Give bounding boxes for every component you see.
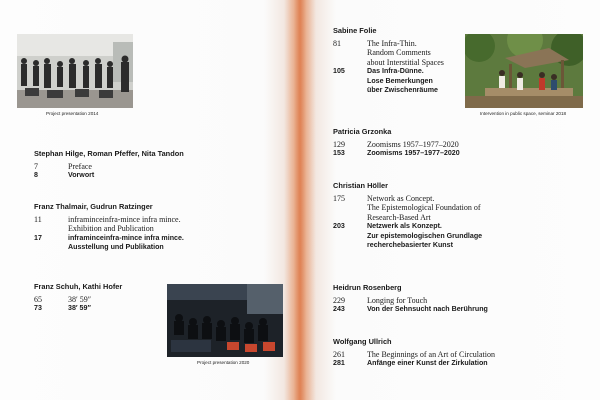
photo-project-presentation-2020 bbox=[167, 284, 283, 357]
toc-title: Preface bbox=[68, 162, 92, 171]
toc-title: 38′ 59″ bbox=[68, 295, 92, 304]
toc-entry bbox=[34, 202, 274, 253]
toc-author: Patricia Grzonka bbox=[333, 127, 392, 136]
toc-entry bbox=[333, 181, 583, 250]
toc-title: The Beginnings of an Art of Circulation bbox=[367, 350, 495, 359]
toc-title: Network as Concept. bbox=[367, 194, 435, 203]
page-number: 243 bbox=[333, 305, 345, 314]
toc-author: Sabine Folie bbox=[333, 26, 377, 35]
page-number: 281 bbox=[333, 359, 345, 368]
page-number: 7 bbox=[34, 162, 38, 171]
page-number: 203 bbox=[333, 222, 345, 231]
page-number: 175 bbox=[333, 194, 345, 203]
toc-row-german bbox=[333, 222, 583, 250]
toc-title: Vorwort bbox=[68, 171, 95, 180]
toc-title: Netzwerk als Konzept. bbox=[367, 222, 442, 231]
toc-entry bbox=[333, 127, 583, 159]
toc-row-german bbox=[333, 305, 583, 314]
toc-row-german bbox=[34, 304, 164, 313]
toc-title: Das Infra-Dünne. bbox=[367, 67, 424, 76]
toc-entry bbox=[34, 282, 164, 314]
page-number: 65 bbox=[34, 295, 42, 304]
toc-title: Random Comments bbox=[367, 48, 431, 58]
book-spine bbox=[284, 0, 316, 400]
toc-title: The Epistemological Foundation of bbox=[367, 203, 481, 213]
toc-title: Ausstellung und Publikation bbox=[68, 243, 164, 252]
toc-row-german bbox=[333, 67, 463, 95]
page-number: 81 bbox=[333, 39, 341, 48]
toc-row-german bbox=[34, 234, 274, 253]
toc-row-english bbox=[333, 296, 583, 305]
toc-entry bbox=[34, 149, 274, 181]
toc-row-german bbox=[333, 149, 583, 158]
photo-project-presentation-2014 bbox=[17, 34, 133, 108]
photo-caption: Project presentation 2020 bbox=[197, 360, 250, 365]
photo-intervention-public-space bbox=[465, 34, 583, 108]
page-number: 153 bbox=[333, 149, 345, 158]
toc-title: über Zwischenräume bbox=[367, 86, 438, 95]
page-number: 11 bbox=[34, 215, 42, 224]
toc-entry bbox=[333, 283, 583, 315]
toc-row-english bbox=[333, 140, 583, 149]
toc-entry bbox=[333, 337, 583, 369]
page-number: 8 bbox=[34, 171, 38, 180]
toc-row-german bbox=[34, 171, 274, 180]
toc-title: inframinceinfra-mince infra mince. bbox=[68, 215, 181, 224]
toc-title: Exhibition and Publication bbox=[68, 224, 154, 234]
toc-title: Zur epistemologischen Grundlage bbox=[367, 231, 483, 240]
photo-caption: Project presentation 2014 bbox=[46, 111, 99, 116]
toc-row-english bbox=[333, 39, 463, 67]
page-number: 229 bbox=[333, 296, 345, 305]
toc-author: Franz Thalmair, Gudrun Ratzinger bbox=[34, 202, 153, 211]
toc-row-english bbox=[333, 194, 583, 222]
toc-row-english bbox=[333, 350, 583, 359]
page-number: 261 bbox=[333, 350, 345, 359]
toc-title: 38′ 59″ bbox=[68, 304, 91, 313]
toc-row-english bbox=[34, 162, 274, 171]
toc-entry bbox=[333, 26, 463, 95]
toc-author: Christian Höller bbox=[333, 181, 389, 190]
photo-caption: Intervention in public space, seminar 2018 bbox=[480, 111, 567, 116]
toc-author: Stephan Hilge, Roman Pfeffer, Nita Tandon bbox=[34, 149, 184, 158]
toc-row-german bbox=[333, 359, 583, 368]
toc-title: Von der Sehnsucht nach Berührung bbox=[367, 305, 488, 314]
toc-title: Zoomisms 1957–1977–2020 bbox=[367, 149, 460, 158]
toc-title: about Interstitial Spaces bbox=[367, 57, 444, 67]
toc-title: Zoomisms 1957–1977–2020 bbox=[367, 140, 459, 149]
page-number: 129 bbox=[333, 140, 345, 149]
toc-title: Lose Bemerkungen bbox=[367, 76, 433, 85]
toc-row-english bbox=[34, 295, 164, 304]
toc-title: Research-Based Art bbox=[367, 212, 431, 222]
toc-author: Wolfgang Ullrich bbox=[333, 337, 392, 346]
page-number: 105 bbox=[333, 67, 345, 76]
page-number: 73 bbox=[34, 304, 42, 313]
toc-author: Heidrun Rosenberg bbox=[333, 283, 402, 292]
toc-title: inframinceinfra-mince infra mince. bbox=[68, 233, 184, 242]
page-number: 17 bbox=[34, 233, 42, 242]
toc-title: The Infra-Thin. bbox=[367, 39, 417, 48]
toc-title: Anfänge einer Kunst der Zirkulation bbox=[367, 359, 488, 368]
toc-title: Longing for Touch bbox=[367, 296, 428, 305]
toc-title: recherchebasierter Kunst bbox=[367, 241, 453, 250]
toc-row-english bbox=[34, 215, 274, 234]
toc-author: Franz Schuh, Kathi Hofer bbox=[34, 282, 123, 291]
